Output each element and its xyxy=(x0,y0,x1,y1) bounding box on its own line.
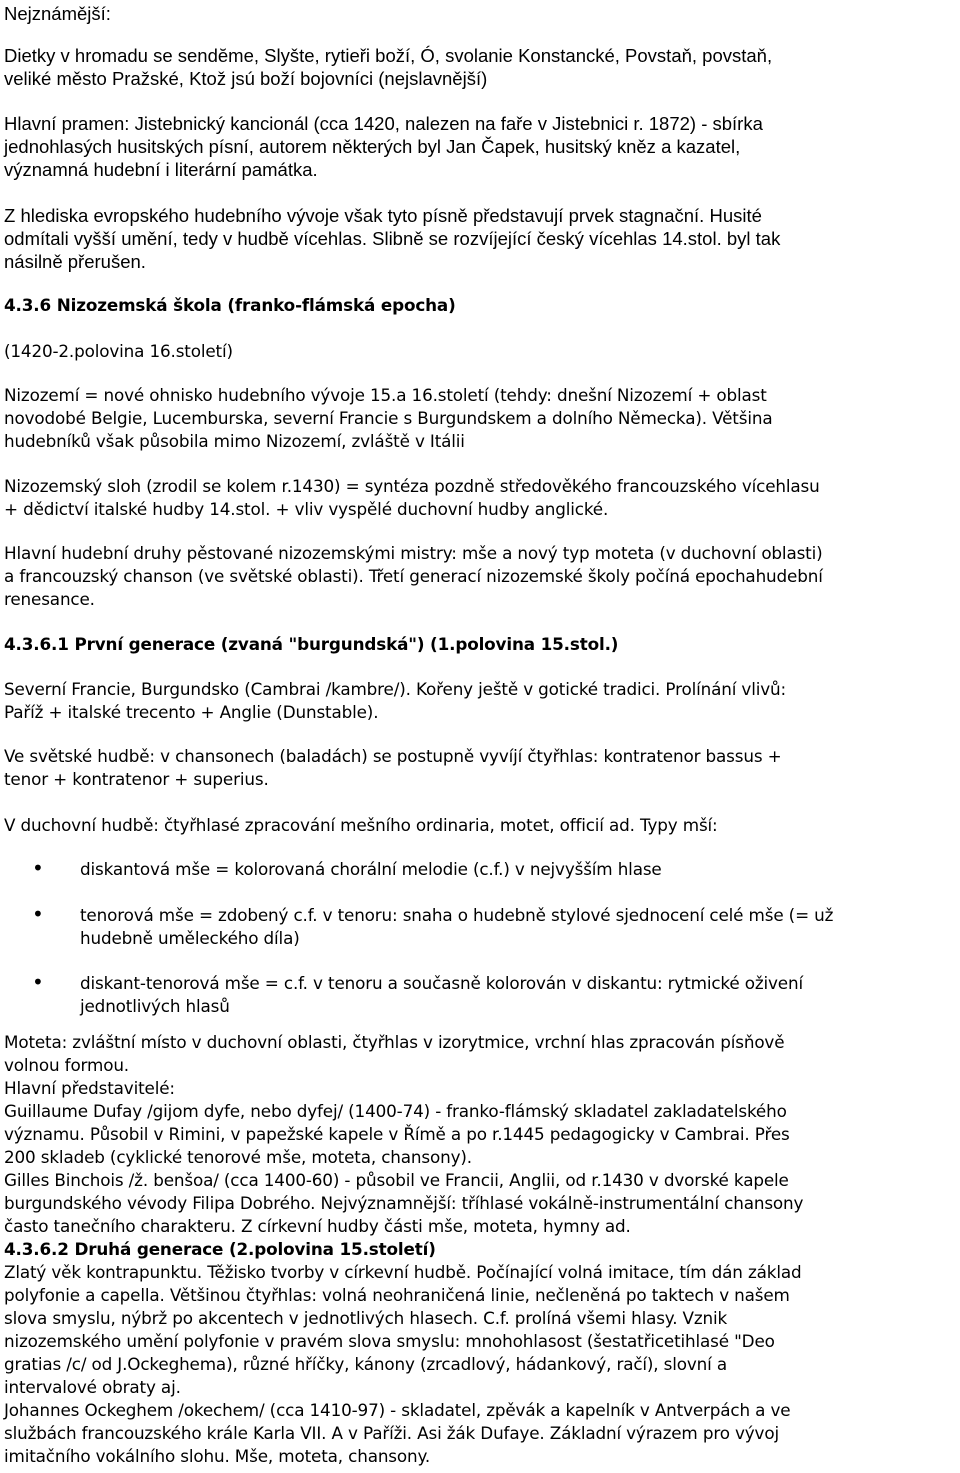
motet-paragraph-line-1: Moteta: zvláštní místo v duchovní oblasti, čtyřhlas v izorytmice, vrchní hlas zpracován písňově xyxy=(4,1032,785,1052)
list-item-text-continued: jednotlivých hlasů xyxy=(80,996,230,1016)
section-heading-4-3-6-2: 4.3.6.2 Druhá generace (2.polovina 15.století) xyxy=(4,1239,436,1259)
burgundy-paragraph-line-2: Paříž + italské trecento + Anglie (Dunstable). xyxy=(4,702,379,722)
secular-paragraph-line-2: tenor + kontratenor + superius. xyxy=(4,769,269,789)
style-paragraph-line-1: Nizozemský sloh (zrodil se kolem r.1430) = syntéza pozdně středověkého francouzského vícehlasu xyxy=(4,476,820,496)
second-gen-paragraph-line-3: slova smyslu, nýbrž po akcentech v jednotlivých hlasech. C.f. prolíná všemi hlasy. Vznik xyxy=(4,1308,728,1328)
netherlands-paragraph-line-3: hudebníků však působila mimo Nizozemí, zvláště v Itálii xyxy=(4,431,465,451)
dufay-paragraph-line-2: významu. Působil v Rimini, v papežské kapele v Římě a po r.1445 pedagogicky v Cambrai. Přes xyxy=(4,1124,790,1144)
binchois-paragraph-line-3: často tanečního charakteru. Z církevní hudby části mše, moteta, hymny ad. xyxy=(4,1216,631,1236)
genres-paragraph-line-2: a francouzský chanson (ve světské oblasti). Třetí generací nizozemské školy počíná epochahudební xyxy=(4,566,823,586)
binchois-paragraph-line-2: burgundského vévody Filipa Dobrého. Nejvýznamnější: tříhlasé vokálně-instrumentální chansony xyxy=(4,1193,804,1213)
bullet-dot-icon: • xyxy=(32,970,44,994)
ockeghem-paragraph-line-3: imitačního vokálního slohu. Mše, moteta, chansony. xyxy=(4,1446,431,1466)
song-list-line-2: veliké město Pražské, Ktož jsú boží bojovníci (nejslavnější) xyxy=(4,68,488,89)
list-item-text: tenorová mše = zdobený c.f. v tenoru: snaha o hudebně stylové sjednocení celé mše (= už xyxy=(80,905,834,925)
second-gen-paragraph-line-1: Zlatý věk kontrapunktu. Těžisko tvorby v církevní hudbě. Počínající volná imitace, tím dán základ xyxy=(4,1262,802,1282)
representatives-label: Hlavní představitelé: xyxy=(4,1078,175,1098)
source-paragraph-line-3: významná hudební i literární památka. xyxy=(4,159,318,180)
list-item-text: diskant-tenorová mše = c.f. v tenoru a současně kolorován v diskantu: rytmické oživení xyxy=(80,973,803,993)
stagnation-paragraph-line-2: odmítali vyšší umění, tedy v hudbě vícehlas. Slibně se rozvíjející český vícehlas 14.stol. byl tak xyxy=(4,228,781,249)
second-gen-paragraph-line-5: gratias /c/ od J.Ockeghema), různé hříčky, kánony (zrcadlový, hádankový, račí), slovní a xyxy=(4,1354,727,1374)
dufay-paragraph-line-3: 200 skladeb (cyklické tenorové mše, moteta, chansony). xyxy=(4,1147,472,1167)
netherlands-paragraph-line-2: novodobé Belgie, Lucemburska, severní Francie s Burgundskem a dolního Německa). Většina xyxy=(4,408,773,428)
secular-paragraph-line-1: Ve světské hudbě: v chansonech (baladách) se postupně vyvíjí čtyřhlas: kontratenor bassus + xyxy=(4,746,782,766)
binchois-paragraph-line-1: Gilles Binchois /ž. benšoa/ (cca 1400-60) - působil ve Francii, Anglii, od r.1430 v dvorské kapele xyxy=(4,1170,789,1190)
bullet-dot-icon: • xyxy=(32,902,44,926)
genres-paragraph-line-3: renesance. xyxy=(4,589,95,609)
genres-paragraph-line-1: Hlavní hudební druhy pěstované nizozemskými mistry: mše a nový typ moteta (v duchovní oblasti) xyxy=(4,543,823,563)
stagnation-paragraph-line-1: Z hlediska evropského hudebního vývoje však tyto písně představují prvek stagnační. Husité xyxy=(4,205,762,226)
netherlands-paragraph-line-1: Nizozemí = nové ohnisko hudebního vývoje 15.a 16.století (tehdy: dnešní Nizozemí + oblast xyxy=(4,385,767,405)
ockeghem-paragraph-line-2: službách francouzského krále Karla VII. A v Paříži. Asi žák Dufaye. Základní výrazem pro vývoj xyxy=(4,1423,779,1443)
second-gen-paragraph-line-6: intervalové obraty aj. xyxy=(4,1377,181,1397)
section-heading-4-3-6: 4.3.6 Nizozemská škola (franko-flámská epocha) xyxy=(4,295,456,315)
period-line: (1420-2.polovina 16.století) xyxy=(4,341,233,361)
section-heading-4-3-6-1: 4.3.6.1 První generace (zvaná "burgundská") (1.polovina 15.stol.) xyxy=(4,634,619,654)
style-paragraph-line-2: + dědictví italské hudby 14.stol. + vliv vyspělé duchovní hudby anglické. xyxy=(4,499,609,519)
dufay-paragraph-line-1: Guillaume Dufay /gijom dyfe, nebo dyfej/ (1400-74) - franko-flámský skladatel zakladatelského xyxy=(4,1101,787,1121)
stagnation-paragraph-line-3: násilně přerušen. xyxy=(4,251,146,272)
song-list-line-1: Dietky v hromadu se sendĕme, Slyšte, rytieři boží, Ó, svolanie Konstancké, Povstaň, povstaň, xyxy=(4,45,773,66)
list-item-text: diskantová mše = kolorovaná chorální melodie (c.f.) v nejvyšším hlase xyxy=(80,859,662,879)
bullet-dot-icon: • xyxy=(32,856,44,880)
sacred-paragraph-line: V duchovní hudbě: čtyřhlasé zpracování mešního ordinaria, motet, officií ad. Typy mší: xyxy=(4,815,718,835)
second-gen-paragraph-line-4: nizozemského umění polyfonie v pravém slova smyslu: mnohohlasost (šestatřicetihlasé "Deo xyxy=(4,1331,775,1351)
motet-paragraph-line-2: volnou formou. xyxy=(4,1055,129,1075)
intro-label: Nejznámější: xyxy=(4,3,111,24)
source-paragraph-line-1: Hlavní pramen: Jistebnický kancionál (cca 1420, nalezen na faře v Jistebnici r. 1872) - sbírka xyxy=(4,113,763,134)
second-gen-paragraph-line-2: polyfonie a capella. Většinou čtyřhlas: volná neohraničená linie, nečleněná po taktech v našem xyxy=(4,1285,790,1305)
list-item-text-continued: hudebně uměleckého díla) xyxy=(80,928,300,948)
ockeghem-paragraph-line-1: Johannes Ockeghem /okechem/ (cca 1410-97) - skladatel, zpěvák a kapelník v Antverpách a ve xyxy=(4,1400,791,1420)
burgundy-paragraph-line-1: Severní Francie, Burgundsko (Cambrai /kambre/). Kořeny ještě v gotické tradici. Prolínání vlivů: xyxy=(4,679,787,699)
source-paragraph-line-2: jednohlasých husitských písní, autorem některých byl Jan Čapek, husitský kněz a kazatel, xyxy=(4,136,741,157)
